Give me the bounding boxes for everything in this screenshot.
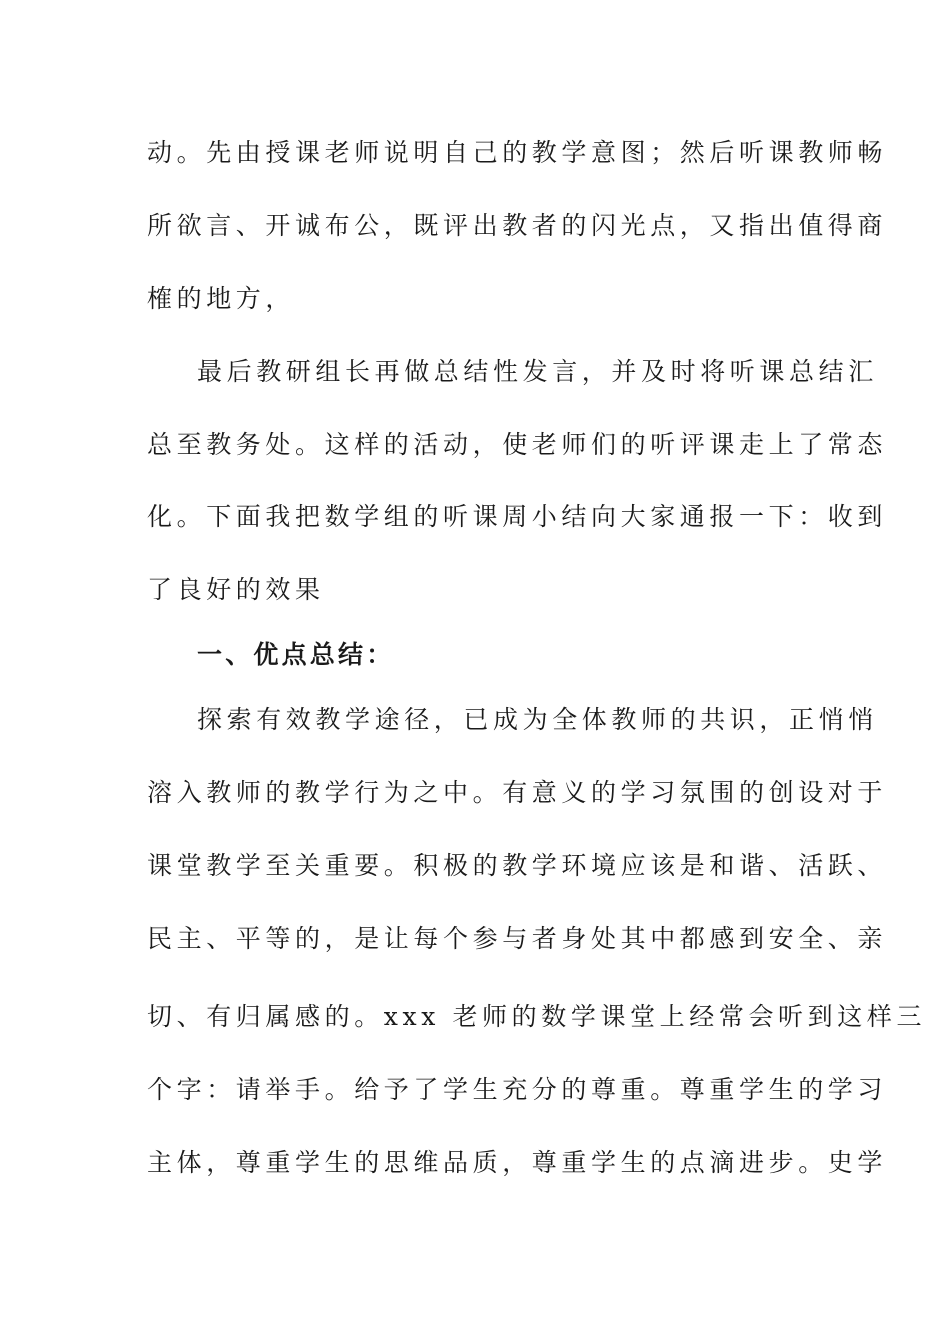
text-line: 化。下面我把数学组的听课周小结向大家通报一下：收到 — [147, 502, 888, 531]
text-line: 主体，尊重学生的思维品质，尊重学生的点滴进步。史学 — [147, 1148, 888, 1177]
text-line: 总至教务处。这样的活动，使老师们的听评课走上了常态 — [147, 430, 888, 459]
paragraph-start-line: 探索有效教学途径，已成为全体教师的共识，正悄悄 — [197, 705, 878, 734]
text-line: 溶入教师的教学行为之中。有意义的学习氛围的创设对于 — [147, 778, 888, 807]
text-line: 动。先由授课老师说明自己的教学意图；然后听课教师畅 — [147, 138, 888, 167]
text-line: 切、有归属感的。xxx 老师的数学课堂上经常会听到这样三 — [147, 1002, 927, 1031]
text-line: 课堂教学至关重要。积极的教学环境应该是和谐、活跃、 — [147, 851, 888, 880]
text-line: 民主、平等的，是让每个参与者身处其中都感到安全、亲 — [147, 924, 888, 953]
text-line: 榷的地方， — [147, 284, 296, 313]
text-line: 个字：请举手。给予了学生充分的尊重。尊重学生的学习 — [147, 1075, 888, 1104]
text-line: 所欲言、开诚布公，既评出教者的闪光点，又指出值得商 — [147, 211, 888, 240]
section-heading: 一、优点总结： — [197, 640, 395, 669]
text-line: 了良好的效果 — [147, 575, 325, 604]
paragraph-start-line: 最后教研组长再做总结性发言，并及时将听课总结汇 — [197, 357, 878, 386]
